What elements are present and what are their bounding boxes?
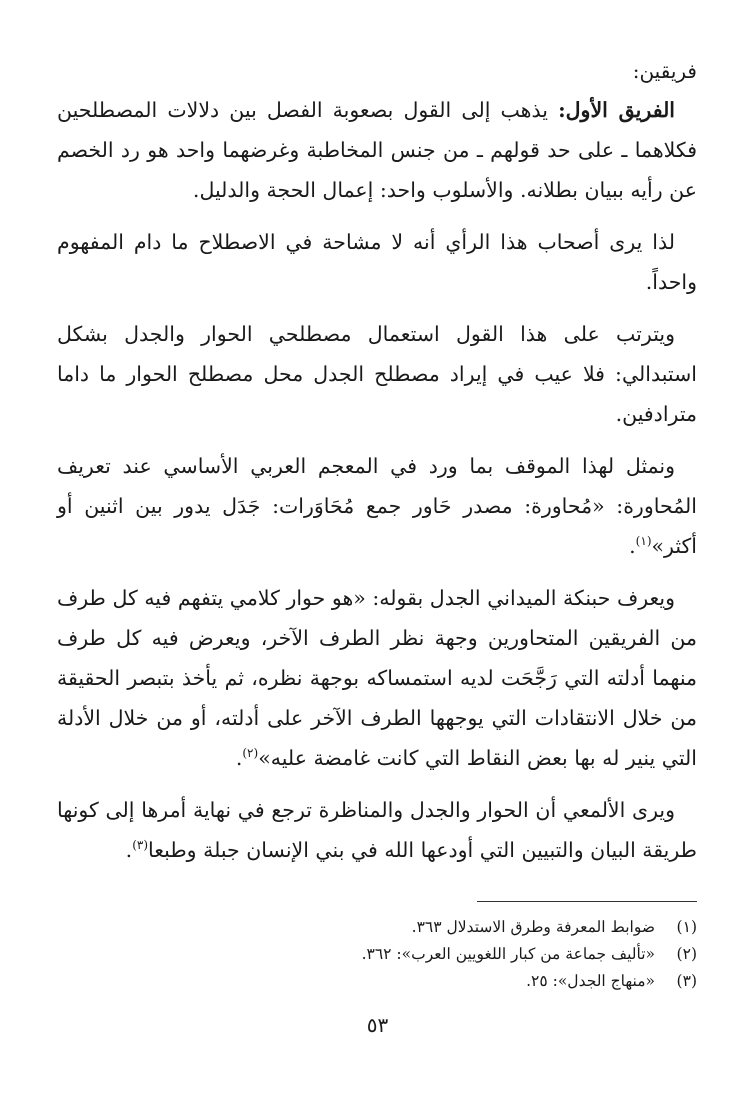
paragraph-text: ويعرف حبنكة الميداني الجدل بقوله: «هو حوار كلامي يتفهم فيه كل طرف من الفريقين المتحاورين وجهة نظر الطرف الآخر، ويعرض فيه كل طرف منهما أدلته التي رَجَّحَت لديه استمساكه بوجهة نظره، ثم يأخذ بتبصر الحقيقة من خلال الانتقادات التي يوجهها الطرف الآخر على أدلته، أو من خلال الأدلة التي ينير له بها بعض النقاط التي كانت غامضة عليه» xyxy=(57,586,697,770)
paragraph-text: يذهب إلى القول بصعوبة الفصل بين دلالات المصطلحين فكلاهما ـ على حد قولهم ـ من جنس المخاطبة وغرضهما واحد هو رد الخصم عن رأيه ببيان بطلانه. والأسلوب واحد: إعمال الحجة والدليل. xyxy=(57,98,697,202)
footnote-item xyxy=(57,914,697,941)
paragraph-end: . xyxy=(629,534,636,558)
paragraph-text: لذا يرى أصحاب هذا الرأي أنه لا مشاحة في الاصطلاح ما دام المفهوم واحداً. xyxy=(57,230,697,294)
footnote-ref-2[interactable]: (٢) xyxy=(242,746,259,761)
footnote-number: (٣) xyxy=(676,972,697,990)
paragraph-text: ونمثل لهذا الموقف بما ورد في المعجم العربي الأساسي عند تعريف المُحاورة: «مُحاورة: مصدر حَاور جمع مُحَاوَرات: جَدَل يدور بين اثنين أو أكثر» xyxy=(57,454,697,558)
footnote-text: «تأليف جماعة من كبار اللغويين العرب»: ٣٦٢. xyxy=(361,945,655,963)
paragraph-3 xyxy=(57,314,697,434)
paragraph-1 xyxy=(57,90,697,210)
footnote-ref-3[interactable]: (٣) xyxy=(132,838,149,853)
page-number: ٥٣ xyxy=(366,1013,389,1037)
paragraph-text: ويترتب على هذا القول استعمال مصطلحي الحوار والجدل بشكل استبدالي: فلا عيب في إيراد مصطلح الجدل محل مصطلح الحوار ما داما مترادفين. xyxy=(57,322,697,426)
footnote-text: ضوابط المعرفة وطرق الاستدلال ٣٦٣. xyxy=(411,918,655,936)
footnote-number: (١) xyxy=(676,918,697,936)
footnote-divider xyxy=(477,901,697,902)
paragraph-end: . xyxy=(125,838,133,862)
paragraph-lead: الفريق الأول: xyxy=(558,98,676,122)
paragraph-4 xyxy=(57,446,697,566)
paragraph-text: ويرى الألمعي أن الحوار والجدل والمناظرة ترجع في نهاية أمرها إلى كونها طريقة البيان والتبيين التي أودعها الله في بني الإنسان جبلة وطبعا xyxy=(57,798,697,862)
paragraph-2 xyxy=(57,222,697,302)
footnote-item xyxy=(57,941,697,968)
paragraph-5 xyxy=(57,578,697,778)
paragraph-end: . xyxy=(235,746,243,770)
footnotes xyxy=(57,914,697,995)
heading-line: فريقين: xyxy=(632,59,697,83)
paragraph-6 xyxy=(57,790,697,870)
footnote-item xyxy=(57,968,697,995)
footnote-text: «منهاج الجدل»: ٢٥. xyxy=(526,972,655,990)
footnote-ref-1[interactable]: (١) xyxy=(635,534,652,549)
footnote-number: (٢) xyxy=(676,945,697,963)
body-text xyxy=(57,90,697,882)
